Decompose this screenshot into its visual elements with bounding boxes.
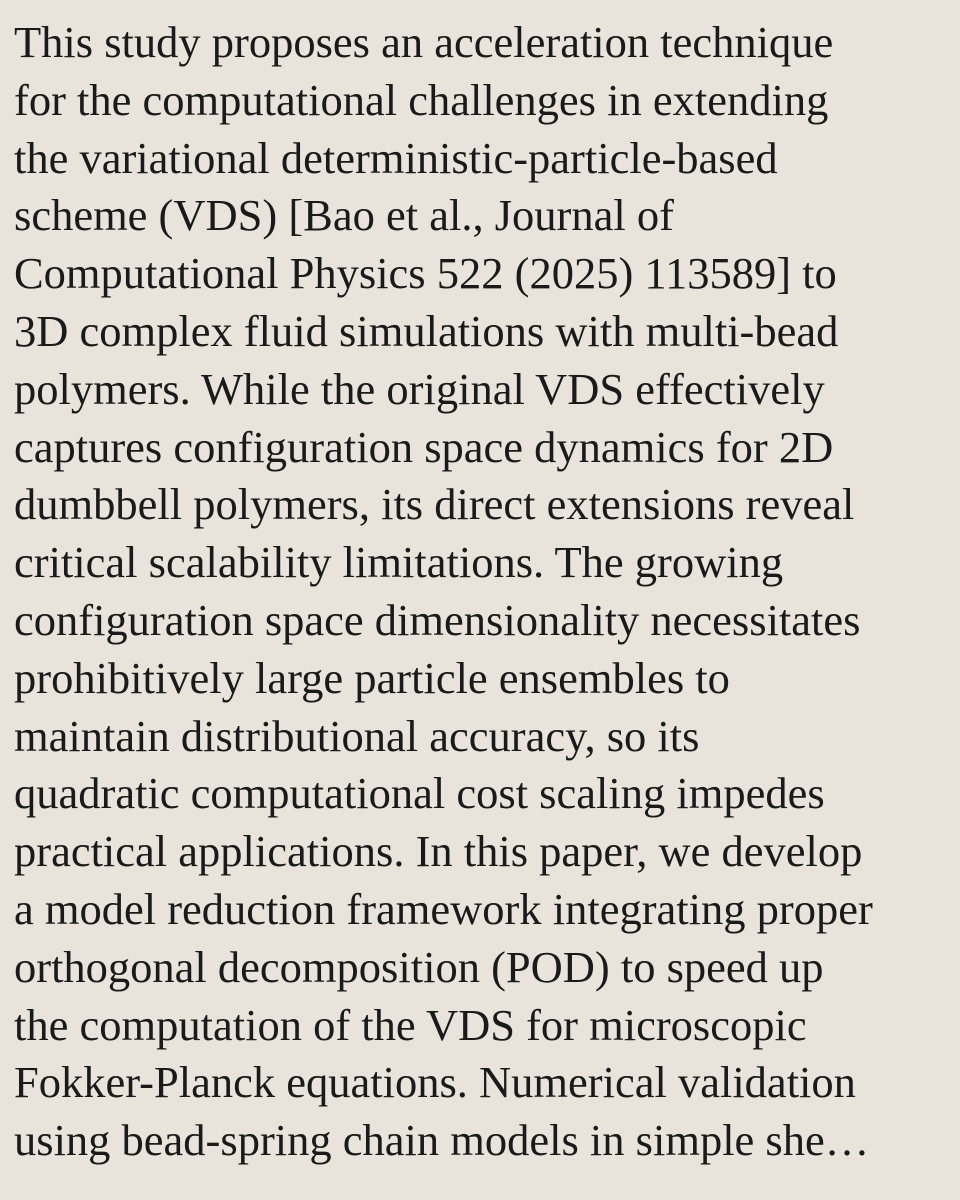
text-line: quadratic computational cost scaling impedes	[14, 768, 825, 819]
text-line: Computational Physics 522 (2025) 113589] to	[14, 248, 837, 299]
text-line: configuration space dimensionality necessitates	[14, 594, 861, 645]
text-line: maintain distributional accuracy, so its	[14, 710, 700, 761]
text-line: practical applications. In this paper, we develop	[14, 826, 863, 877]
text-line: Fokker-Planck equations. Numerical validation	[14, 1057, 856, 1108]
text-line: the variational deterministic-particle-based	[14, 132, 778, 183]
text-line: prohibitively large particle ensembles to	[14, 652, 730, 703]
text-line: dumbbell polymers, its direct extensions reveal	[14, 479, 855, 530]
abstract-text	[14, 14, 946, 1170]
text-line: a model reduction framework integrating proper	[14, 883, 873, 934]
text-line-truncated: using bead-spring chain models in simple she…	[14, 1115, 870, 1166]
text-line: captures configuration space dynamics for 2D	[14, 421, 834, 472]
text-line: the computation of the VDS for microscopic	[14, 999, 807, 1050]
text-line: This study proposes an acceleration technique	[14, 17, 834, 67]
text-line: orthogonal decomposition (POD) to speed up	[14, 941, 824, 992]
text-line: scheme (VDS) [Bao et al., Journal of	[14, 190, 674, 241]
text-line: 3D complex fluid simulations with multi-bead	[14, 305, 839, 356]
text-line: polymers. While the original VDS effectively	[14, 363, 825, 414]
text-line: for the computational challenges in extending	[14, 74, 829, 125]
text-line: critical scalability limitations. The growing	[14, 537, 784, 588]
